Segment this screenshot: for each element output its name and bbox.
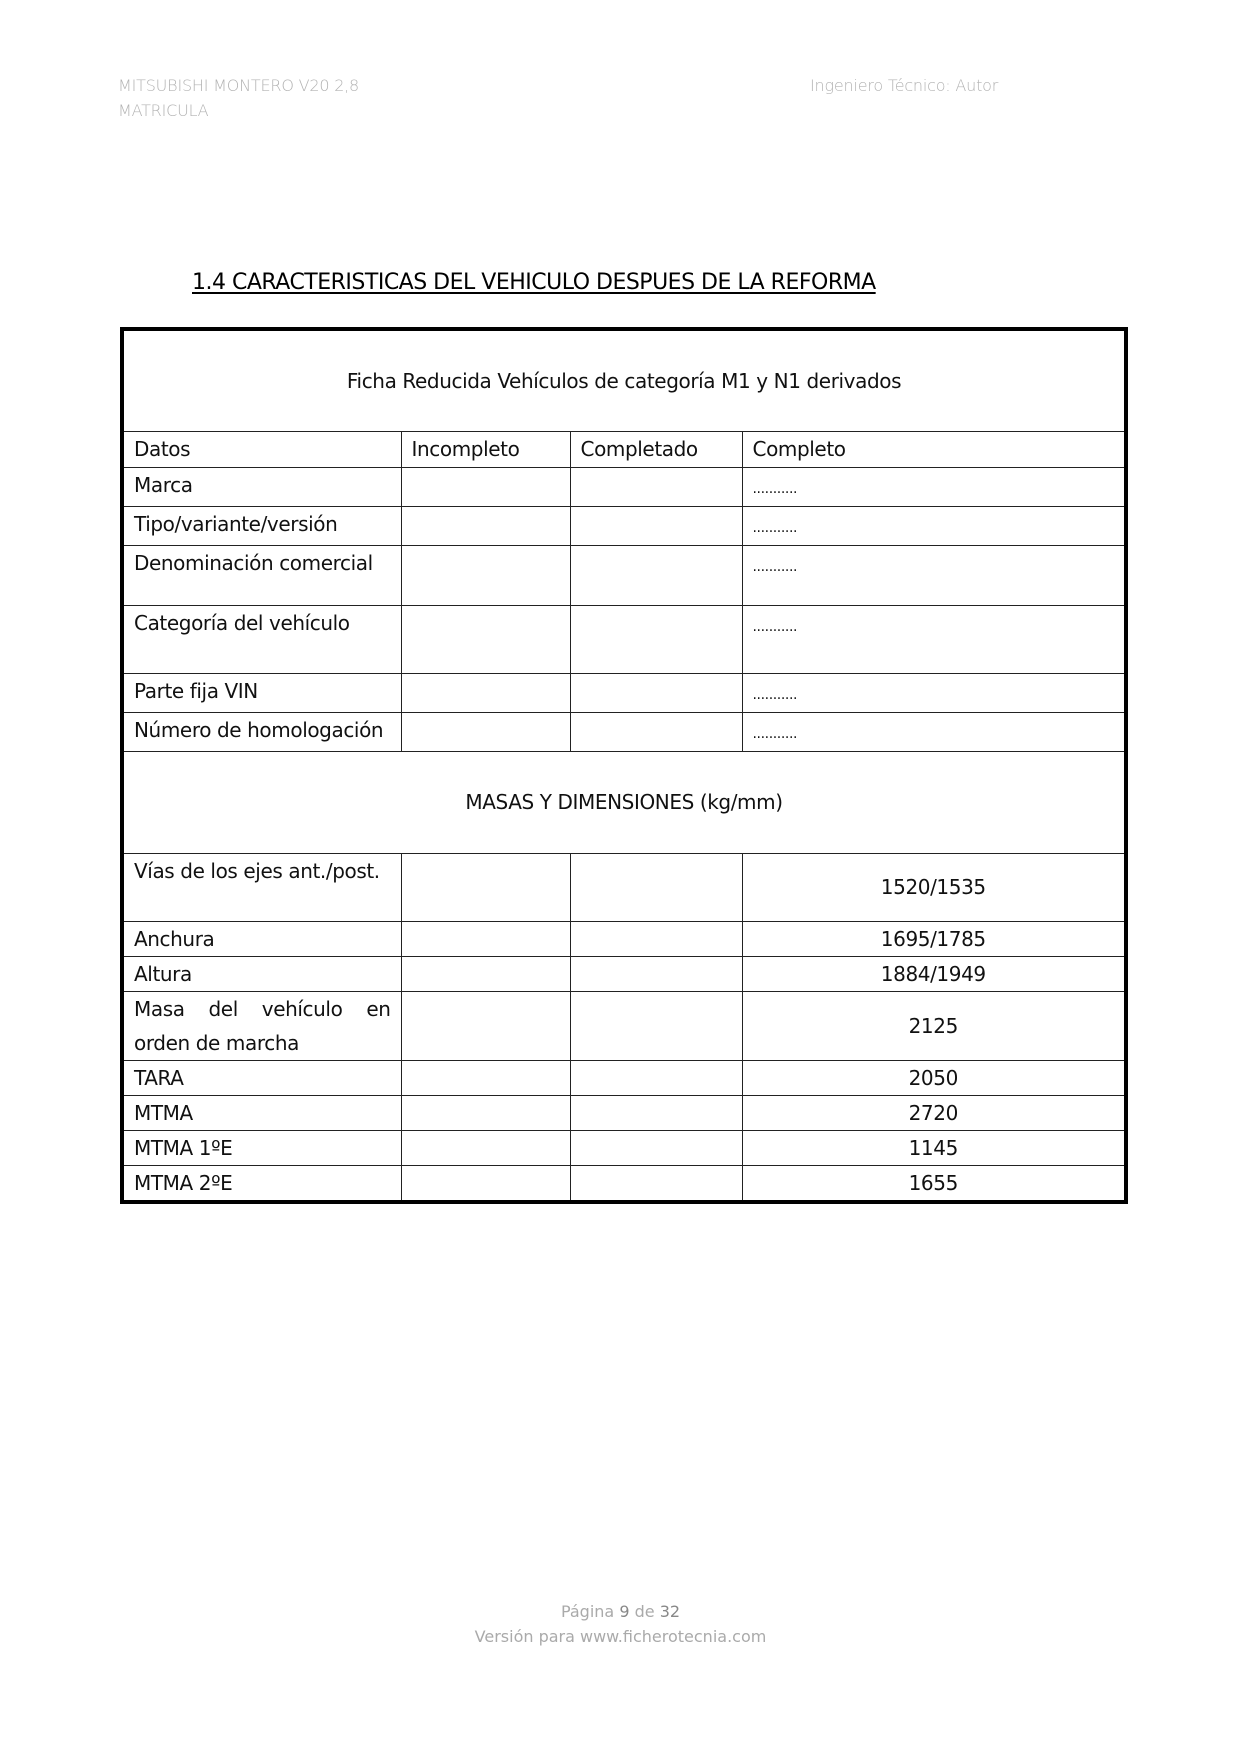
row-label: Vías de los ejes ant./post. <box>122 853 401 921</box>
cell-completo: 1695/1785 <box>742 921 1126 956</box>
section2-title-row <box>122 751 1126 853</box>
cell-incompleto <box>401 605 570 673</box>
cell-completo: 2125 <box>742 991 1126 1060</box>
cell-incompleto <box>401 1060 570 1095</box>
row-label: Masa del vehículo en orden de marcha <box>122 991 401 1060</box>
row-label: Anchura <box>122 921 401 956</box>
table-row <box>122 1130 1126 1165</box>
cell-completado <box>570 1095 742 1130</box>
page-current: 9 <box>619 1602 630 1621</box>
header-engineer: Ingeniero Técnico: Autor <box>810 76 999 95</box>
cell-completo: ........... <box>742 506 1126 545</box>
row-label: Marca <box>122 467 401 506</box>
table-row <box>122 506 1126 545</box>
cell-completado <box>570 545 742 605</box>
row-label: Número de homologación <box>122 712 401 751</box>
cell-completado <box>570 467 742 506</box>
row-label: Tipo/variante/versión <box>122 506 401 545</box>
cell-incompleto <box>401 1095 570 1130</box>
cell-incompleto <box>401 921 570 956</box>
row-label: MTMA 2ºE <box>122 1165 401 1202</box>
column-header-completado: Completado <box>570 431 742 467</box>
page-of: de <box>634 1602 655 1621</box>
table-caption-row <box>122 329 1126 431</box>
table-row <box>122 467 1126 506</box>
column-header-completo: Completo <box>742 431 1126 467</box>
cell-completado <box>570 956 742 991</box>
cell-incompleto <box>401 545 570 605</box>
column-header-incompleto: Incompleto <box>401 431 570 467</box>
column-header-datos: Datos <box>122 431 401 467</box>
row-label: Denominación comercial <box>122 545 401 605</box>
header-vehicle-model: MITSUBISHI MONTERO V20 2,8 <box>118 76 360 95</box>
cell-completo: ........... <box>742 605 1126 673</box>
cell-incompleto <box>401 673 570 712</box>
table-row <box>122 605 1126 673</box>
cell-completo: ........... <box>742 467 1126 506</box>
table-header-row <box>122 431 1126 467</box>
row-label: Parte fija VIN <box>122 673 401 712</box>
cell-completo: 2720 <box>742 1095 1126 1130</box>
cell-completado <box>570 506 742 545</box>
cell-incompleto <box>401 991 570 1060</box>
cell-incompleto <box>401 1130 570 1165</box>
table-caption: Ficha Reducida Vehículos de categoría M1 y N1 derivados <box>122 329 1126 431</box>
cell-completado <box>570 1165 742 1202</box>
cell-completo: ........... <box>742 673 1126 712</box>
table-row <box>122 712 1126 751</box>
cell-completo: 1145 <box>742 1130 1126 1165</box>
cell-completado <box>570 1130 742 1165</box>
cell-incompleto <box>401 956 570 991</box>
cell-completo: 1884/1949 <box>742 956 1126 991</box>
table-row <box>122 921 1126 956</box>
cell-completado <box>570 991 742 1060</box>
cell-completo: ........... <box>742 712 1126 751</box>
row-label: MTMA 1ºE <box>122 1130 401 1165</box>
footer-version: Versión para www.ficherotecnia.com <box>474 1627 767 1646</box>
table-row <box>122 1060 1126 1095</box>
table-row <box>122 1165 1126 1202</box>
header-registration: MATRICULA <box>118 101 209 120</box>
table-row <box>122 991 1126 1060</box>
section-title: 1.4 CARACTERISTICAS DEL VEHICULO DESPUES DE LA REFORMA <box>192 270 876 295</box>
cell-completado <box>570 921 742 956</box>
cell-incompleto <box>401 467 570 506</box>
row-label: Categoría del vehículo <box>122 605 401 673</box>
table-row <box>122 853 1126 921</box>
table-row <box>122 956 1126 991</box>
table-row <box>122 1095 1126 1130</box>
page-number <box>0 1602 1241 1621</box>
row-label: TARA <box>122 1060 401 1095</box>
cell-incompleto <box>401 853 570 921</box>
vehicle-spec-table <box>120 327 1128 1204</box>
cell-completo: 1655 <box>742 1165 1126 1202</box>
cell-completado <box>570 712 742 751</box>
cell-completado <box>570 605 742 673</box>
cell-completo: 2050 <box>742 1060 1126 1095</box>
cell-incompleto <box>401 712 570 751</box>
cell-completado <box>570 1060 742 1095</box>
page-prefix: Página <box>560 1602 615 1621</box>
cell-completo: ........... <box>742 545 1126 605</box>
cell-completo: 1520/1535 <box>742 853 1126 921</box>
cell-completado <box>570 673 742 712</box>
cell-incompleto <box>401 506 570 545</box>
row-label: Altura <box>122 956 401 991</box>
table-row <box>122 545 1126 605</box>
section2-title: MASAS Y DIMENSIONES (kg/mm) <box>122 751 1126 853</box>
row-label: MTMA <box>122 1095 401 1130</box>
cell-incompleto <box>401 1165 570 1202</box>
table-row <box>122 673 1126 712</box>
cell-completado <box>570 853 742 921</box>
page-total: 32 <box>659 1602 681 1621</box>
